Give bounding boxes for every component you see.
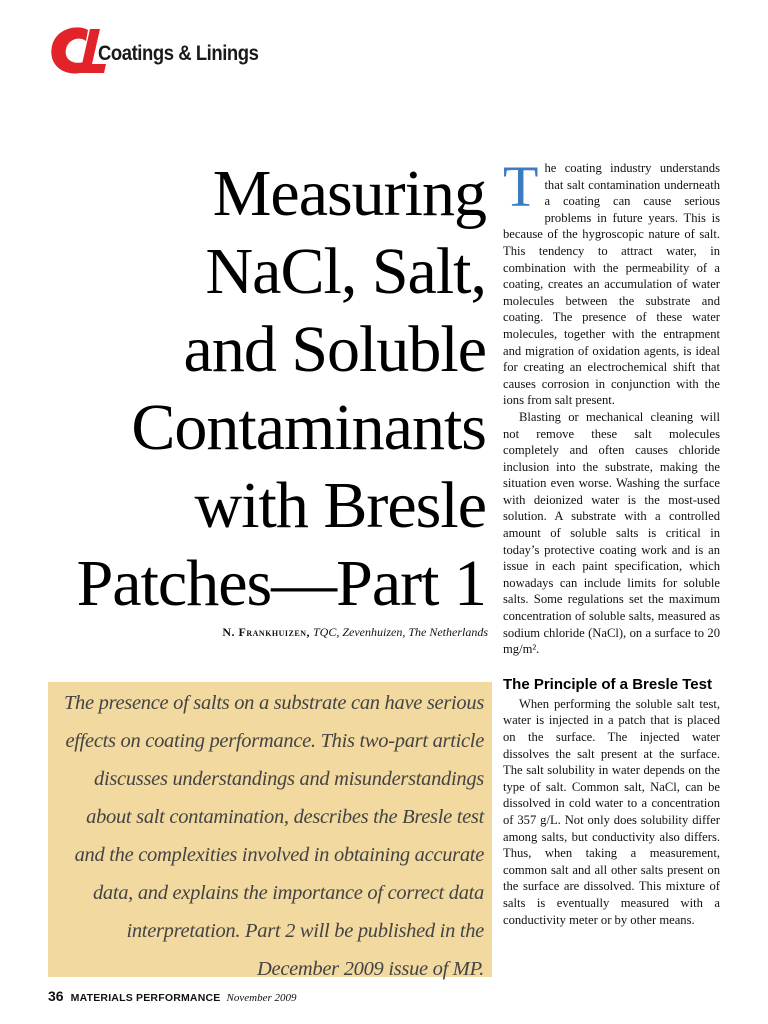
coatings-linings-logo	[48, 26, 268, 78]
title-line: Contaminants	[131, 391, 486, 464]
body-paragraph: When performing the soluble salt test, water is injected in a patch that is placed on the surface. The injected water dissolves the salt present at the surface. The salt solubility in water depends on the type of salt. Common salt, NaCl, can be dissolved in cold water to a concentration of 357 g/L. Not only does solubility differ among salts, but conductivity also differs. Thus, when taking a measurement, common salt and all other salts present on the surface are dissolved. This mixture of salts is eventually measured with a conductivity meter or by other means.	[503, 696, 720, 927]
title-line: Measuring	[212, 157, 486, 230]
body-paragraph	[503, 154, 720, 409]
title-line: NaCl, Salt,	[205, 235, 486, 308]
author-name: N. Frankhuizen,	[222, 625, 310, 639]
title-line: and Soluble	[183, 313, 486, 386]
body-paragraph: Blasting or mechanical cleaning will not remove these salt molecules completely and often causes chloride inclusion into the substrate, making the situation even worse. Washing the surface with deionized water is the most-used solution. A substrate with a controlled amount of soluble salts is critical in today’s protective coating work and is an issue in each paint specification, which nowadays can include limits for soluble salts. Some regulations set the maximum concentration of soluble salts, measured as sodium chloride (NaCl), on a surface to 20 mg/m².	[503, 409, 720, 657]
abstract-line: December 2009 issue of MP.	[257, 958, 484, 980]
body-column	[503, 154, 720, 928]
abstract-line: discusses understandings and misunderstandings	[94, 768, 484, 790]
abstract-box	[48, 682, 492, 980]
section-heading: The Principle of a Bresle Test	[503, 675, 712, 693]
abstract-line: and the complexities involved in obtaining accurate	[74, 844, 484, 866]
page-number: 36	[48, 988, 64, 1004]
issue-date: November 2009	[226, 992, 297, 1004]
title-line: Patches—Part 1	[76, 547, 486, 620]
drop-cap: T	[503, 154, 539, 219]
abstract-line: data, and explains the importance of correct data	[92, 882, 484, 904]
author-affiliation: TQC, Zevenhuizen, The Netherlands	[310, 625, 488, 639]
paragraph-text: he coating industry understands that salt contamination underneath a coating can cause serious problems in future years. This is because of the hygroscopic nature of salt. This tendency to attract water, in combination with the permeability of a coating, creates an accumulation of water molecules between the substrate and coating. The presence of these water molecules, together with the entrapment and migration of oxidation agents, is ideal for creating an electrochemical shift that causes corrosion in conjunction with the ions from salt present.	[503, 161, 720, 408]
byline	[68, 625, 488, 640]
abstract-line: interpretation. Part 2 will be published in the	[126, 920, 484, 942]
abstract-line: The presence of salts on a substrate can have serious	[63, 692, 484, 714]
title-line: with Bresle	[194, 469, 486, 542]
article-title	[26, 155, 486, 623]
abstract-line: effects on coating performance. This two-part article	[65, 730, 484, 752]
section-name: Coatings & Linings	[98, 42, 259, 65]
magazine-name: MATERIALS PERFORMANCE	[70, 992, 221, 1004]
page-footer	[48, 988, 297, 1004]
abstract-line: about salt contamination, describes the Bresle test	[86, 806, 484, 828]
